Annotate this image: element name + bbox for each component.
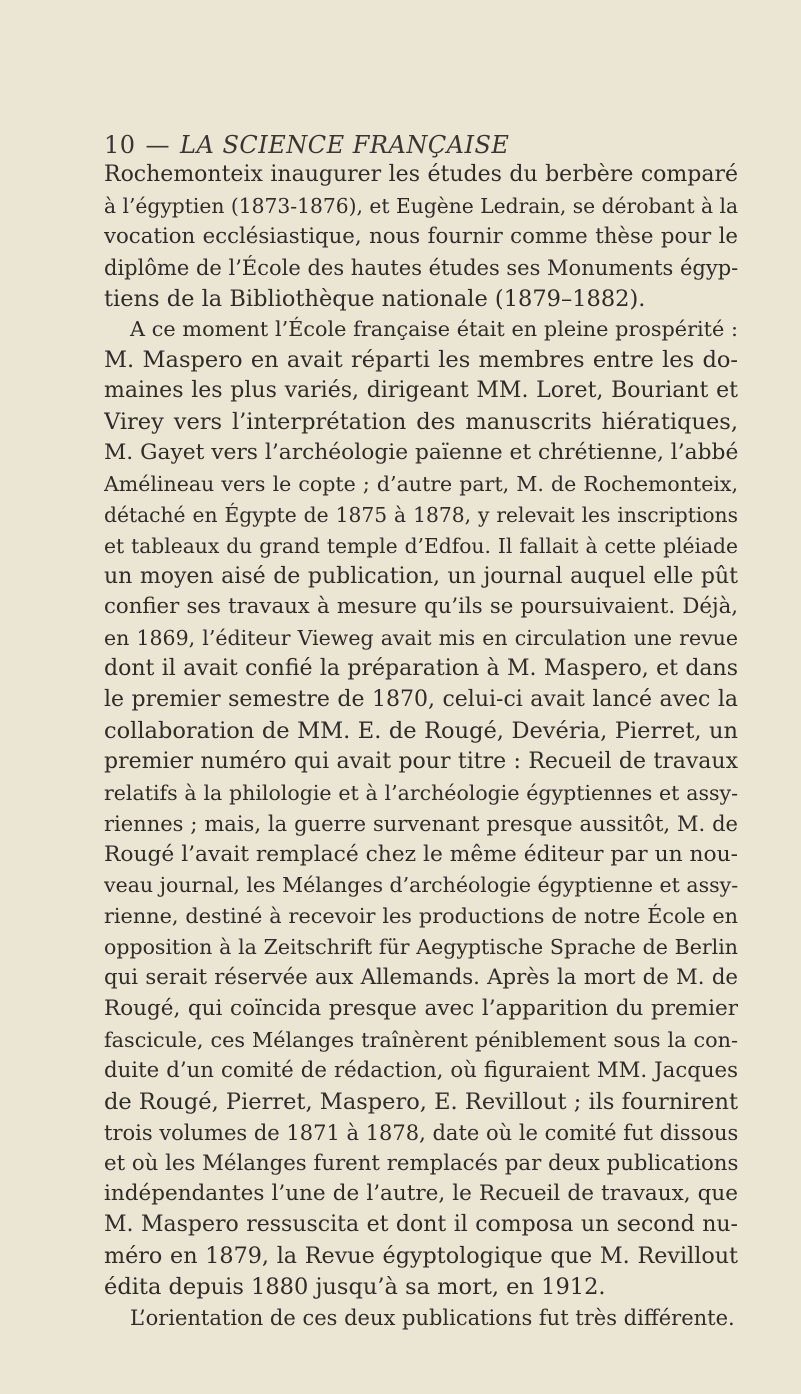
text-line: riennes ; mais, la guerre survenant presque aussitôt, M. de (104, 811, 738, 836)
text-line: de Rougé, Pierret, Maspero, E. Revillout ; ils fournirent (104, 1088, 738, 1115)
text-line: diplôme de l’École des hautes études ses Monuments égyp- (104, 255, 738, 280)
text-line: duite d’un comité de rédaction, où figuraient MM. Jacques (104, 1057, 738, 1083)
text-line: qui serait réservée aux Allemands. Après la mort de M. de (104, 965, 738, 991)
body-text (104, 160, 738, 1334)
text-line: détaché en Égypte de 1875 à 1878, y relevait les inscriptions (104, 502, 738, 527)
text-line: M. Gayet vers l’archéologie païenne et chrétienne, l’abbé (104, 440, 738, 466)
text-line: un moyen aisé de publication, un journal auquel elle pût (104, 563, 738, 589)
text-line: trois volumes de 1871 à 1878, date où le comité fut dissous (104, 1120, 738, 1145)
text-line: veau journal, les Mélanges d’archéologie égyptienne et assy- (104, 873, 738, 898)
text-line: vocation ecclésiastique, nous fournir comme thèse pour le (104, 223, 738, 249)
text-line: le premier semestre de 1870, celui-ci avait lancé avec la (104, 687, 738, 713)
text-line: confier ses travaux à mesure qu’ils se poursuivaient. Déjà, (104, 594, 738, 620)
text-line: Rougé, qui coïncida presque avec l’apparition du premier (104, 996, 738, 1022)
page-number: 10 (104, 131, 136, 159)
running-head-separator: — (145, 131, 171, 159)
text-line: maines les plus variés, dirigeant MM. Loret, Bouriant et (104, 378, 738, 404)
text-line: dont il avait confié la préparation à M. Maspero, et dans (104, 656, 738, 682)
running-head-title: LA SCIENCE FRANÇAISE (180, 131, 510, 159)
text-line: Rougé l’avait remplacé chez le même éditeur par un nou- (104, 841, 738, 867)
text-line: édita depuis 1880 jusqu’à sa mort, en 1912. (104, 1274, 606, 1301)
text-line: A ce moment l’École française était en pleine prospérité : (130, 317, 738, 342)
text-line: à l’égyptien (1873-1876), et Eugène Ledrain, se dérobant à la (104, 193, 738, 218)
text-line: méro en 1879, la Revue égyptologique que M. Revillout (104, 1243, 738, 1270)
text-line: Rochemonteix inaugurer les études du berbère comparé (104, 162, 738, 187)
text-line: Virey vers l’interprétation des manuscrits hiératiques, (104, 409, 738, 436)
running-head (104, 131, 509, 159)
text-line: M. Maspero ressuscita et dont il composa un second nu- (104, 1212, 738, 1238)
text-line: rienne, destiné à recevoir les productions de notre École en (104, 904, 738, 929)
text-line: en 1869, l’éditeur Vieweg avait mis en circulation une revue (104, 626, 738, 651)
text-line: opposition à la Zeitschrift für Aegyptische Sprache de Berlin (104, 935, 738, 960)
text-line: collaboration de MM. E. de Rougé, Devéria, Pierret, un (104, 718, 738, 745)
text-line: et tableaux du grand temple d’Edfou. Il fallait à cette pléiade (104, 533, 738, 558)
text-line: indépendantes l’une de l’autre, le Recueil de travaux, que (104, 1181, 738, 1207)
text-line: et où les Mélanges furent remplacés par deux publications (104, 1150, 738, 1176)
text-line: M. Maspero en avait réparti les membres entre les do- (104, 347, 738, 374)
text-line: tiens de la Bibliothèque nationale (1879–1882). (104, 285, 646, 312)
text-line: premier numéro qui avait pour titre : Recueil de travaux (104, 748, 738, 774)
text-line: Amélineau vers le copte ; d’autre part, M. de Rochemonteix, (104, 471, 738, 496)
text-line: fascicule, ces Mélanges traînèrent péniblement sous la con- (104, 1027, 738, 1052)
text-line: relatifs à la philologie et à l’archéologie égyptiennes et assy- (104, 780, 738, 805)
text-line: L’orientation de ces deux publications fut très différente. (130, 1305, 735, 1330)
